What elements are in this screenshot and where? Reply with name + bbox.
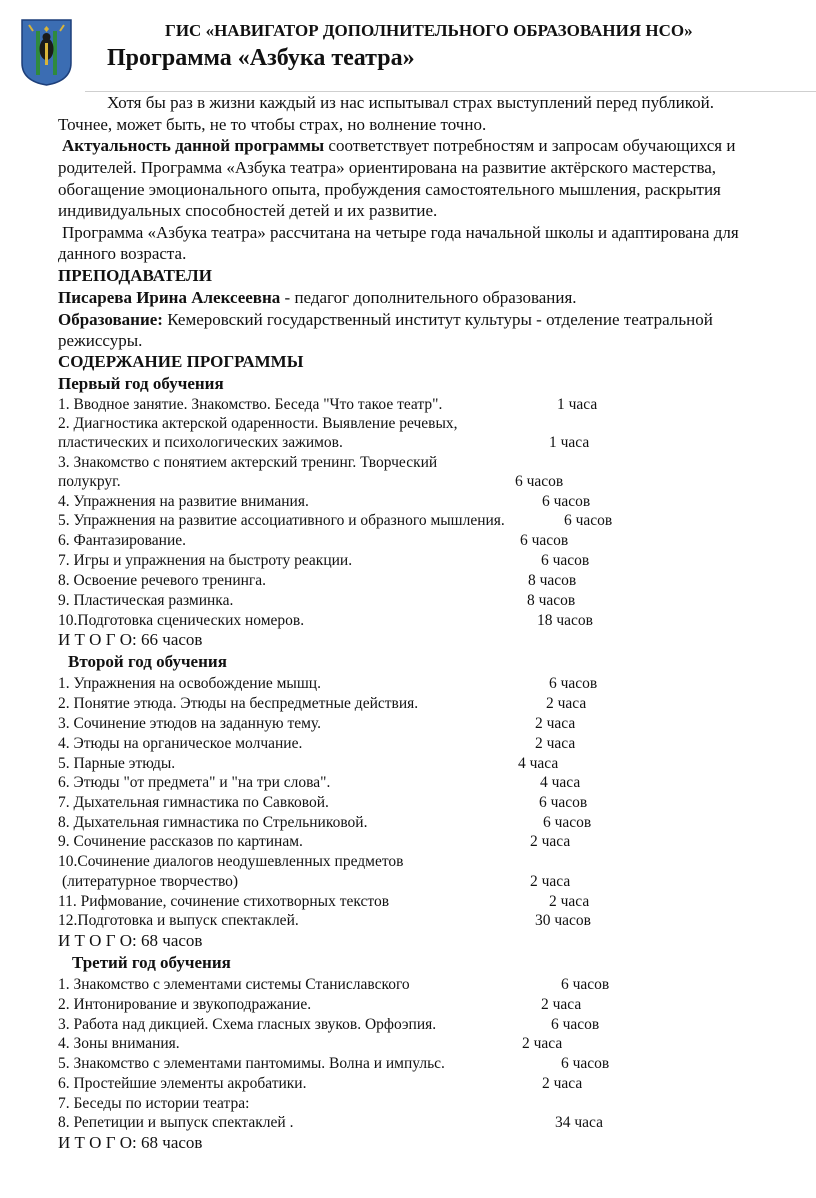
teacher-role: - педагог дополнительного образования. — [280, 288, 577, 307]
list-item: 2. Понятие этюда. Этюды на беспредметные действия. — [58, 695, 419, 712]
duration-line-2: данного возраста. — [58, 244, 187, 263]
list-item-hours: 6 часов — [520, 532, 569, 549]
list-item: 4. Этюды на органическое молчание. — [58, 735, 303, 752]
year1-heading: Первый год обучения — [58, 374, 224, 393]
list-item: 8. Репетиции и выпуск спектаклей . — [58, 1114, 294, 1131]
list-item-hours: 1 часа — [549, 434, 590, 451]
duration-line-1: Программа «Азбука театра» рассчитана на четыре года начальной школы и адаптирована для — [62, 223, 739, 242]
teachers-heading: ПРЕПОДАВАТЕЛИ — [58, 266, 212, 285]
list-item: 7. Беседы по истории театра: — [58, 1095, 250, 1112]
list-item-hours: 1 часа — [557, 396, 598, 413]
year3-total: И Т О Г О: 68 часов — [58, 1133, 203, 1152]
list-item-hours: 30 часов — [535, 912, 591, 929]
list-item-hours: 2 часа — [546, 695, 587, 712]
teacher-education — [58, 310, 713, 330]
list-item-hours: 4 часа — [540, 774, 581, 791]
relevance-line-3: обогащение эмоционального опыта, пробуждения самостоятельного мышления, раскрытия — [58, 180, 721, 199]
list-item: пластических и психологических зажимов. — [58, 434, 343, 451]
list-item-hours: 6 часов — [564, 512, 613, 529]
list-item-hours: 2 часа — [530, 833, 571, 850]
list-item: (литературное творчество) — [62, 873, 239, 890]
list-item: 6. Простейшие элементы акробатики. — [58, 1075, 307, 1092]
list-item-hours: 8 часов — [528, 572, 577, 589]
content-heading: СОДЕРЖАНИЕ ПРОГРАММЫ — [58, 352, 304, 371]
list-item-hours: 2 часа — [541, 996, 582, 1013]
intro-line-1: Хотя бы раз в жизни каждый из нас испытывал страх выступлений перед публикой. — [107, 93, 714, 112]
year2-heading: Второй год обучения — [68, 652, 227, 671]
year3-heading: Третий год обучения — [72, 953, 231, 972]
list-item: 6. Фантазирование. — [58, 532, 187, 549]
list-item-hours: 2 часа — [542, 1075, 583, 1092]
list-item: 2. Интонирование и звукоподражание. — [58, 996, 312, 1013]
list-item: 7. Дыхательная гимнастика по Савковой. — [58, 794, 329, 811]
list-item-hours: 2 часа — [535, 735, 576, 752]
list-item-hours: 2 часа — [522, 1035, 563, 1052]
list-item-hours: 6 часов — [539, 794, 588, 811]
list-item: 8. Освоение речевого тренинга. — [58, 572, 267, 589]
relevance-line-1 — [62, 136, 735, 156]
year2-total: И Т О Г О: 68 часов — [58, 931, 203, 950]
list-item: 9. Сочинение рассказов по картинам. — [58, 833, 303, 850]
relevance-label: Актуальность данной программы — [62, 136, 325, 155]
list-item: 4. Зоны внимания. — [58, 1035, 180, 1052]
list-item: 11. Рифмование, сочинение стихотворных текстов — [58, 893, 390, 910]
list-item-hours: 4 часа — [518, 755, 559, 772]
list-item-hours: 2 часа — [549, 893, 590, 910]
year1-total: И Т О Г О: 66 часов — [58, 630, 203, 649]
list-item-hours: 18 часов — [537, 612, 593, 629]
header-divider — [85, 91, 816, 92]
teacher-education-line-2: режиссуры. — [58, 331, 143, 350]
list-item-hours: 34 часа — [555, 1114, 603, 1131]
list-item-hours: 6 часов — [542, 493, 591, 510]
list-item-hours: 6 часов — [561, 976, 610, 993]
relevance-text: соответствует потребностям и запросам обучающихся и — [324, 136, 736, 155]
list-item: 10.Подготовка сценических номеров. — [58, 612, 305, 629]
list-item: полукруг. — [58, 473, 121, 490]
list-item: 5. Знакомство с элементами пантомимы. Волна и импульс. — [58, 1055, 445, 1072]
list-item: 9. Пластическая разминка. — [58, 592, 234, 609]
list-item-hours: 6 часов — [515, 473, 564, 490]
relevance-line-4: индивидуальных способностей детей и их развитие. — [58, 201, 438, 220]
list-item-hours: 2 часа — [530, 873, 571, 890]
education-label: Образование: — [58, 310, 163, 329]
coat-of-arms-icon — [19, 17, 74, 87]
list-item: 5. Парные этюды. — [58, 755, 176, 772]
list-item: 1. Упражнения на освобождение мышц. — [58, 675, 321, 692]
list-item: 12.Подготовка и выпуск спектаклей. — [58, 912, 299, 929]
list-item: 3. Работа над дикцией. Схема гласных звуков. Орфоэпия. — [58, 1016, 437, 1033]
relevance-line-2: родителей. Программа «Азбука театра» ориентирована на развитие актёрского мастерства, — [58, 158, 717, 177]
list-item-hours: 6 часов — [561, 1055, 610, 1072]
teacher-entry — [58, 288, 577, 308]
list-item-hours: 6 часов — [551, 1016, 600, 1033]
list-item: 5. Упражнения на развитие ассоциативного и образного мышления. — [58, 512, 505, 529]
list-item-hours: 8 часов — [527, 592, 576, 609]
list-item: 10.Сочинение диалогов неодушевленных предметов — [58, 853, 404, 870]
intro-line-2: Точнее, может быть, не то чтобы страх, но волнение точно. — [58, 115, 487, 134]
list-item-hours: 6 часов — [543, 814, 592, 831]
list-item: 7. Игры и упражнения на быстроту реакции. — [58, 552, 353, 569]
list-item-hours: 2 часа — [535, 715, 576, 732]
list-item: 6. Этюды "от предмета" и "на три слова". — [58, 774, 331, 791]
list-item: 1. Знакомство с элементами системы Станиславского — [58, 976, 410, 993]
list-item: 4. Упражнения на развитие внимания. — [58, 493, 309, 510]
list-item: 2. Диагностика актерской одаренности. Выявление речевых, — [58, 415, 458, 432]
list-item-hours: 6 часов — [541, 552, 590, 569]
list-item: 3. Знакомство с понятием актерский тренинг. Творческий — [58, 454, 438, 471]
org-header: ГИС «НАВИГАТОР ДОПОЛНИТЕЛЬНОГО ОБРАЗОВАНИЯ НСО» — [165, 21, 693, 40]
list-item: 8. Дыхательная гимнастика по Стрельниковой. — [58, 814, 368, 831]
teacher-name: Писарева Ирина Алексеевна — [58, 288, 281, 307]
list-item-hours: 6 часов — [549, 675, 598, 692]
list-item: 1. Вводное занятие. Знакомство. Беседа "Что такое театр". — [58, 396, 443, 413]
list-item: 3. Сочинение этюдов на заданную тему. — [58, 715, 321, 732]
page-title: Программа «Азбука театра» — [107, 45, 415, 71]
education-text: Кемеровский государственный институт культуры - отделение театральной — [162, 310, 713, 329]
